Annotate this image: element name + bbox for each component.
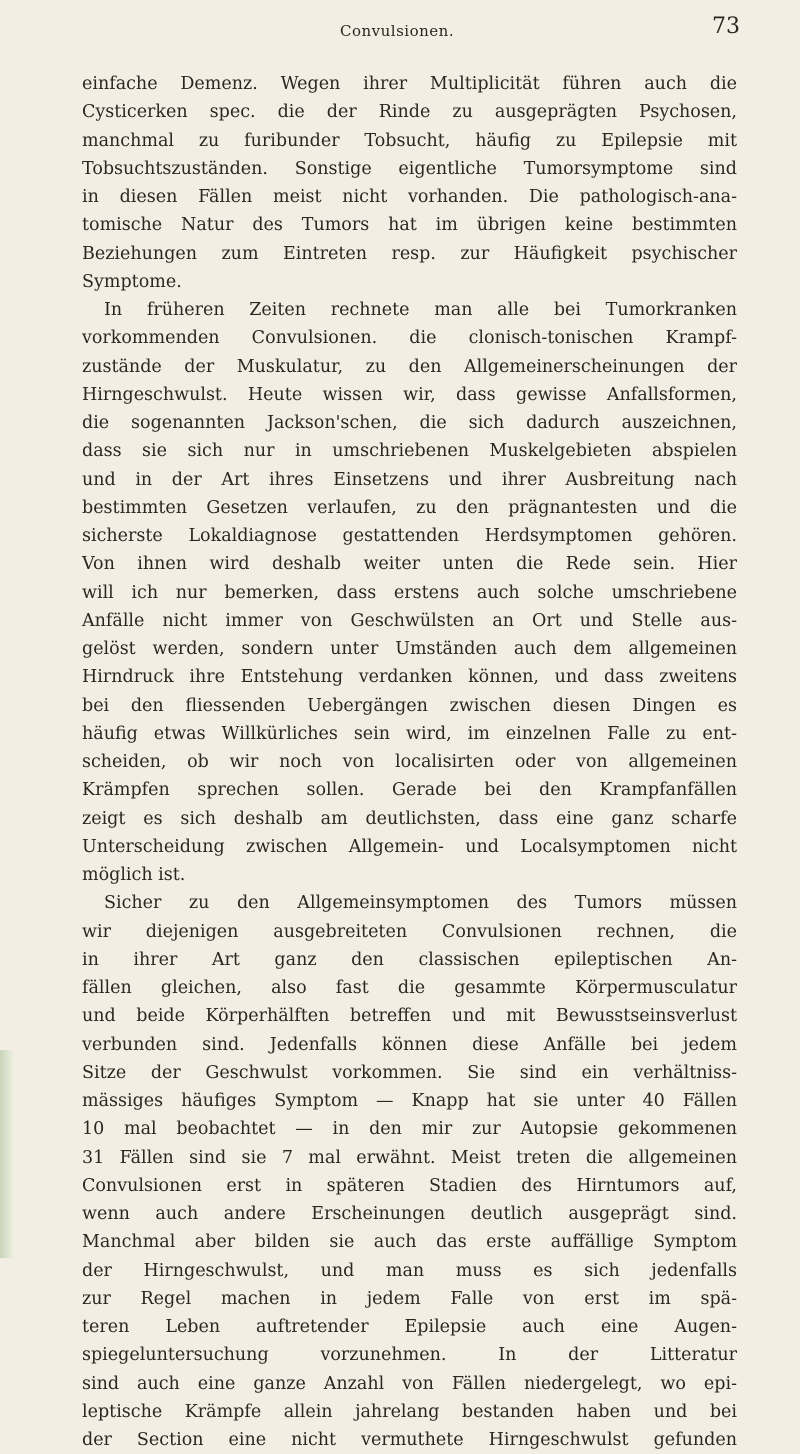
text-line: will ich nur bemerken, dass erstens auch solche umschriebene bbox=[82, 582, 737, 603]
text-line: Convulsionen erst in späteren Stadien des Hirntumors auf, bbox=[82, 1175, 737, 1196]
page-edge-shadow bbox=[0, 1050, 14, 1258]
text-line: Von ihnen wird deshalb weiter unten die Rede sein. Hier bbox=[82, 554, 737, 575]
page-header bbox=[80, 12, 740, 52]
text-line: Anfälle nicht immer von Geschwülsten an Ort und Stelle aus- bbox=[82, 610, 737, 631]
text-line: scheiden, ob wir noch von localisirten oder von allgemeinen bbox=[82, 752, 737, 772]
text-line: die sogenannten Jackson'schen, die sich dadurch auszeichnen, bbox=[82, 413, 737, 433]
text-line: dass sie sich nur in umschriebenen Muskelgebieten abspielen bbox=[82, 441, 737, 462]
text-line: mässiges häufiges Symptom — Knapp hat sie unter 40 Fällen bbox=[82, 1091, 737, 1111]
text-line: Tobsuchtszuständen. Sonstige eigentliche Tumorsymptome sind bbox=[82, 158, 737, 179]
text-line: wenn auch andere Erscheinungen deutlich ausgeprägt sind. bbox=[82, 1204, 737, 1224]
text-line: teren Leben auftretender Epilepsie auch eine Augen- bbox=[82, 1317, 737, 1337]
text-line: Manchmal aber bilden sie auch das erste auffällige Symptom bbox=[82, 1232, 737, 1253]
text-line: der Section eine nicht vermuthete Hirngeschwulst gefunden bbox=[82, 1430, 737, 1450]
text-line: häufig etwas Willkürliches sein wird, im einzelnen Falle zu ent- bbox=[82, 723, 737, 744]
text-line: 31 Fällen sind sie 7 mal erwähnt. Meist treten die allgemeinen bbox=[82, 1147, 737, 1168]
text-line: wir diejenigen ausgebreiteten Convulsionen rechnen, die bbox=[82, 921, 737, 942]
text-line: sind auch eine ganze Anzahl von Fällen niedergelegt, wo epi- bbox=[82, 1373, 737, 1394]
text-line: 10 mal beobachtet — in den mir zur Autopsie gekommenen bbox=[82, 1119, 737, 1140]
text-line: Symptome. bbox=[82, 271, 182, 292]
text-line: Sicher zu den Allgemeinsymptomen des Tumors müssen bbox=[104, 893, 737, 914]
text-line: der Hirngeschwulst, und man muss es sich jedenfalls bbox=[82, 1260, 737, 1281]
text-line: vorkommenden Convulsionen. die clonisch-tonischen Krampf- bbox=[82, 328, 737, 349]
text-line: in diesen Fällen meist nicht vorhanden. Die pathologisch-ana- bbox=[82, 187, 737, 207]
text-line: tomische Natur des Tumors hat im übrigen keine bestimmten bbox=[82, 215, 737, 236]
page-number: 73 bbox=[712, 14, 740, 39]
text-line: zur Regel machen in jedem Falle von erst im spä- bbox=[82, 1288, 737, 1309]
running-title: Convulsionen. bbox=[340, 22, 455, 40]
text-line: Krämpfen sprechen sollen. Gerade bei den Krampfanfällen bbox=[82, 780, 737, 801]
text-line: fällen gleichen, also fast die gesammte Körpermusculatur bbox=[82, 978, 737, 998]
text-line: In früheren Zeiten rechnete man alle bei Tumorkranken bbox=[104, 300, 737, 320]
text-line: leptische Krämpfe allein jahrelang bestanden haben und bei bbox=[82, 1401, 737, 1422]
text-line: bei den fliessenden Uebergängen zwischen diesen Dingen es bbox=[82, 695, 737, 716]
text-line: Cysticerken spec. die der Rinde zu ausgeprägten Psychosen, bbox=[82, 102, 737, 123]
text-line: und in der Art ihres Einsetzens und ihrer Ausbreitung nach bbox=[82, 469, 737, 490]
text-line: Beziehungen zum Eintreten resp. zur Häufigkeit psychischer bbox=[82, 243, 737, 264]
text-line: möglich ist. bbox=[82, 865, 186, 885]
text-line: in ihrer Art ganz den classischen epileptischen An- bbox=[82, 949, 737, 970]
body-text bbox=[82, 70, 737, 1454]
text-line: sicherste Lokaldiagnose gestattenden Herdsymptomen gehören. bbox=[82, 526, 737, 546]
text-line: Hirndruck ihre Entstehung verdanken können, und dass zweitens bbox=[82, 667, 737, 688]
text-line: gelöst werden, sondern unter Umständen auch dem allgemeinen bbox=[82, 639, 737, 659]
text-line: Unterscheidung zwischen Allgemein- und Localsymptomen nicht bbox=[82, 836, 737, 857]
text-line: Hirngeschwulst. Heute wissen wir, dass gewisse Anfallsformen, bbox=[82, 384, 737, 405]
text-line: zustände der Muskulatur, zu den Allgemeinerscheinungen der bbox=[82, 356, 737, 377]
text-line: manchmal zu furibunder Tobsucht, häufig zu Epilepsie mit bbox=[82, 130, 737, 151]
text-line: und beide Körperhälften betreffen und mit Bewusstseinsverlust bbox=[82, 1006, 737, 1027]
text-line: spiegeluntersuchung vorzunehmen. In der Litteratur bbox=[82, 1345, 737, 1366]
text-line: bestimmten Gesetzen verlaufen, zu den prägnantesten und die bbox=[82, 497, 737, 518]
text-line: einfache Demenz. Wegen ihrer Multiplicität führen auch die bbox=[82, 74, 737, 94]
text-line: verbunden sind. Jedenfalls können diese Anfälle bei jedem bbox=[82, 1034, 737, 1055]
text-line: zeigt es sich deshalb am deutlichsten, dass eine ganz scharfe bbox=[82, 808, 737, 829]
text-line: Sitze der Geschwulst vorkommen. Sie sind ein verhältniss- bbox=[82, 1062, 737, 1083]
